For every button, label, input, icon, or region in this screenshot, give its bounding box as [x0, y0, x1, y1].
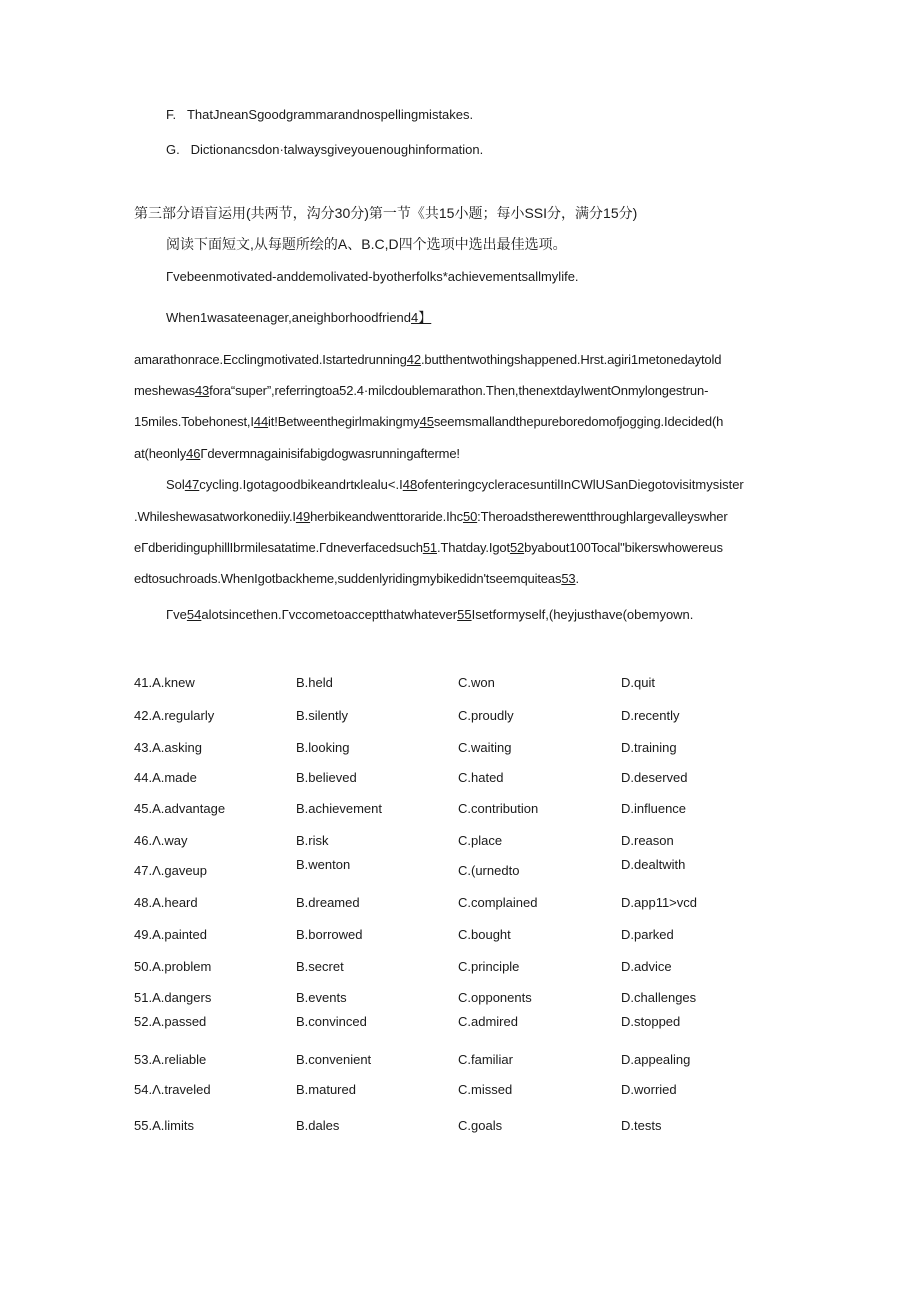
- passage-text: at(heonly: [134, 446, 187, 461]
- blank-number: 42: [406, 352, 421, 367]
- instructions: 阅读下面短文,从每题所绘的A、B.C,D四个选项中选出最佳选项。: [166, 236, 567, 252]
- answer-option: D.tests: [621, 1118, 662, 1133]
- answer-option: B.matured: [296, 1082, 356, 1097]
- answer-option: B.achievement: [296, 801, 382, 816]
- answer-option: B.borrowed: [296, 927, 363, 942]
- passage-text: 15miles.Tobehonest,I: [134, 414, 254, 429]
- blank-number: 51: [422, 540, 437, 555]
- passage-text: eΓdberidinguphillIbrmilesatatime.Γdneverfacedsuch: [134, 540, 423, 555]
- blank-number: 45: [419, 414, 434, 429]
- answer-option: D.deserved: [621, 770, 688, 785]
- passage-text: When1wasateenager,aneighborhoodfriend: [166, 310, 412, 325]
- answer-option: D.dealtwith: [621, 857, 686, 872]
- passage-text: Γvebeenmotivated-anddemolivated-byotherfolks*achievementsallmylife.: [166, 269, 579, 284]
- answer-option: B.looking: [296, 740, 350, 755]
- passage-line: [134, 446, 460, 461]
- passage-text: seemsmallandthepureboredomofjogging.Idecided(h: [433, 414, 724, 429]
- blank-number: 4】: [411, 310, 432, 325]
- passage-text: Γdevermnagainisifabigdogwasrunningafterme!: [200, 446, 460, 461]
- blank-number: 49: [295, 509, 311, 524]
- answer-option: 53.A.reliable: [134, 1052, 207, 1067]
- answer-option: B.events: [296, 990, 347, 1005]
- blank-number: 48: [402, 477, 418, 492]
- option-g: [166, 142, 483, 157]
- answer-option: D.challenges: [621, 990, 697, 1005]
- answer-option: C.won: [458, 675, 495, 690]
- answer-option: 42.A.regularly: [134, 708, 215, 723]
- passage-line: [166, 477, 744, 492]
- passage-text: edtosuchroads.WhenIgotbackheme,suddenlyridingmybikedidn'tseemquiteas: [134, 571, 562, 586]
- answer-option: 41.A.knew: [134, 675, 195, 690]
- answer-option: D.recently: [621, 708, 680, 723]
- answer-option: 51.A.dangers: [134, 990, 212, 1005]
- passage-line: [134, 540, 723, 555]
- passage-text: :Theroadstherewentthroughlargevalleyswher: [477, 509, 728, 524]
- answer-option: 50.A.problem: [134, 959, 212, 974]
- passage-text: alotsincethen.Γvccometoacceptthatwhatever: [201, 607, 458, 622]
- passage-line: [134, 509, 728, 524]
- blank-number: 43: [194, 383, 210, 398]
- passage-text: Γve: [166, 607, 187, 622]
- passage-line: [166, 307, 431, 326]
- blank-number: 47: [184, 477, 200, 492]
- blank-number: 55: [457, 607, 472, 622]
- passage-text: .Whileshewasatworkonediiy.I: [134, 509, 296, 524]
- answer-option: D.appealing: [621, 1052, 691, 1067]
- option-letter: G.: [166, 142, 180, 157]
- answer-option: C.missed: [458, 1082, 513, 1097]
- passage-line: [166, 607, 693, 622]
- passage-text: herbikeandwenttoraride.Ihc: [310, 509, 463, 524]
- answer-option: 52.A.passed: [134, 1014, 207, 1029]
- answer-option: C.proudly: [458, 708, 514, 723]
- answer-option: B.dales: [296, 1118, 340, 1133]
- answer-option: C.complained: [458, 895, 538, 910]
- passage-text: .: [575, 571, 579, 586]
- answer-option: B.silently: [296, 708, 349, 723]
- passage-text: it!Betweenthegirlmakingmy: [268, 414, 420, 429]
- answer-option: 46.Λ.way: [134, 833, 188, 848]
- passage-text: .Thatday.Igot: [436, 540, 510, 555]
- answer-option: D.parked: [621, 927, 674, 942]
- passage-line: [134, 383, 708, 398]
- answer-option: 47.Λ.gaveup: [134, 863, 208, 878]
- option-text: Dictionancsdon·talwaysgiveyouenoughinformation.: [190, 142, 484, 157]
- blank-number: 54: [186, 607, 202, 622]
- section-heading: 第三部分语盲运用(共两节，沟分30分)第一节《共15小题；每小SSI分，满分15分): [134, 205, 638, 221]
- answer-option: C.goals: [458, 1118, 503, 1133]
- blank-number: 52: [509, 540, 525, 555]
- blank-number: 46: [186, 446, 201, 461]
- answer-option: C.familiar: [458, 1052, 513, 1067]
- blank-number: 53: [561, 571, 576, 586]
- answer-option: 45.A.advantage: [134, 801, 226, 816]
- answer-option: C.waiting: [458, 740, 512, 755]
- answer-option: C.admired: [458, 1014, 518, 1029]
- answer-option: C.(urnedto: [458, 863, 520, 878]
- option-text: ThatJneanSgoodgrammarandnospellingmistakes.: [186, 107, 474, 122]
- option-letter: F.: [166, 107, 177, 122]
- answer-option: B.risk: [296, 833, 329, 848]
- answer-option: C.contribution: [458, 801, 539, 816]
- passage-text: fora“super”,referringtoa52.4·milcdoublemarathon.Then,thenextdayIwentOnmylongestrun-: [209, 383, 709, 398]
- blank-number: 50: [462, 509, 478, 524]
- passage-text: cycling.Igotagoodbikeandrtκlealu<.I: [199, 477, 403, 492]
- answer-option: D.quit: [621, 675, 655, 690]
- passage-text: amarathonrace.Ecclingmotivated.Istartedrunning: [134, 352, 407, 367]
- answer-option: 54.Λ.traveled: [134, 1082, 211, 1097]
- answer-option: B.wenton: [296, 857, 351, 872]
- passage-line: [134, 352, 721, 367]
- answer-option: C.opponents: [458, 990, 532, 1005]
- answer-option: B.convenient: [296, 1052, 372, 1067]
- answer-option: 43.A.asking: [134, 740, 202, 755]
- answer-option: 55.A.limits: [134, 1118, 194, 1133]
- blank-number: 44: [253, 414, 269, 429]
- option-f: [166, 107, 473, 122]
- answer-option: B.held: [296, 675, 333, 690]
- answer-option: C.hated: [458, 770, 504, 785]
- answer-option: 44.A.made: [134, 770, 197, 785]
- answer-option: D.training: [621, 740, 677, 755]
- answer-option: B.dreamed: [296, 895, 360, 910]
- answer-option: C.place: [458, 833, 503, 848]
- answer-option: 49.A.painted: [134, 927, 208, 942]
- passage-text: Sol: [166, 477, 185, 492]
- answer-option: D.advice: [621, 959, 672, 974]
- passage-text: meshewas: [134, 383, 195, 398]
- answer-option: B.convinced: [296, 1014, 367, 1029]
- passage-text: byabout100Tocal"bikerswhowereus: [524, 540, 723, 555]
- answer-option: B.believed: [296, 770, 357, 785]
- passage-text: Isetformyself,(heyjusthave: [471, 607, 623, 622]
- answer-option: D.stopped: [621, 1014, 681, 1029]
- answer-option: C.principle: [458, 959, 520, 974]
- passage-line: [166, 269, 579, 284]
- passage-text: .butthentwothingshappened.Hrst.agiri1metonedaytold: [420, 352, 722, 367]
- passage-line: [134, 414, 723, 429]
- answer-option: D.influence: [621, 801, 687, 816]
- passage-text: (obemyown.: [622, 607, 694, 622]
- passage-text: ofenteringcycleracesuntilInCWlUSanDiegotovisitmysister: [417, 477, 744, 492]
- answer-option: D.reason: [621, 833, 674, 848]
- answer-option: B.secret: [296, 959, 344, 974]
- answer-option: C.bought: [458, 927, 511, 942]
- answer-option: D.app11>vcd: [621, 895, 698, 910]
- passage-line: [134, 571, 579, 586]
- answer-option: D.worried: [621, 1082, 677, 1097]
- answer-option: 48.A.heard: [134, 895, 198, 910]
